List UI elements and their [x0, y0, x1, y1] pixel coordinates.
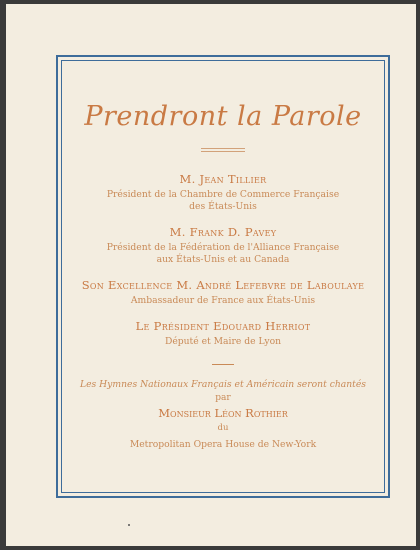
anthem-note: Les Hymnes Nationaux Français et Américain seront chantés	[80, 379, 366, 390]
title-divider	[201, 148, 245, 152]
speaker-role: Président de la Chambre de Commerce Française	[106, 189, 340, 200]
page-title: Prendront la Parole	[84, 101, 362, 132]
speaker-name: M. Frank D. Pavey	[169, 225, 277, 239]
singer-name: Monsieur Léon Rothier	[158, 406, 288, 420]
program-page	[6, 4, 416, 546]
speaker-name: Le Président Edouard Herriot	[135, 319, 311, 333]
par-text: par	[215, 393, 231, 403]
speaker-name: M. Jean Tillier	[179, 172, 267, 186]
speaker-entry	[61, 172, 385, 213]
speaker-role: aux États-Unis et au Canada	[156, 254, 290, 265]
opera-house: Metropolitan Opera House de New-York	[129, 439, 317, 450]
speaker-entry	[61, 319, 385, 348]
speaker-role: Ambassadeur de France aux États-Unis	[130, 295, 316, 306]
speaker-name: Son Excellence M. André Lefebvre de Laboulaye	[81, 278, 365, 292]
page-mark	[128, 524, 130, 526]
section-divider	[212, 364, 234, 365]
speaker-entry	[61, 278, 385, 307]
du-text: du	[217, 423, 229, 433]
speaker-entry	[61, 225, 385, 266]
speaker-role: des États-Unis	[189, 201, 257, 212]
speaker-role: Président de la Fédération de l'Alliance Française	[106, 242, 340, 253]
program-content	[61, 60, 385, 451]
speaker-role: Député et Maire de Lyon	[164, 336, 282, 347]
